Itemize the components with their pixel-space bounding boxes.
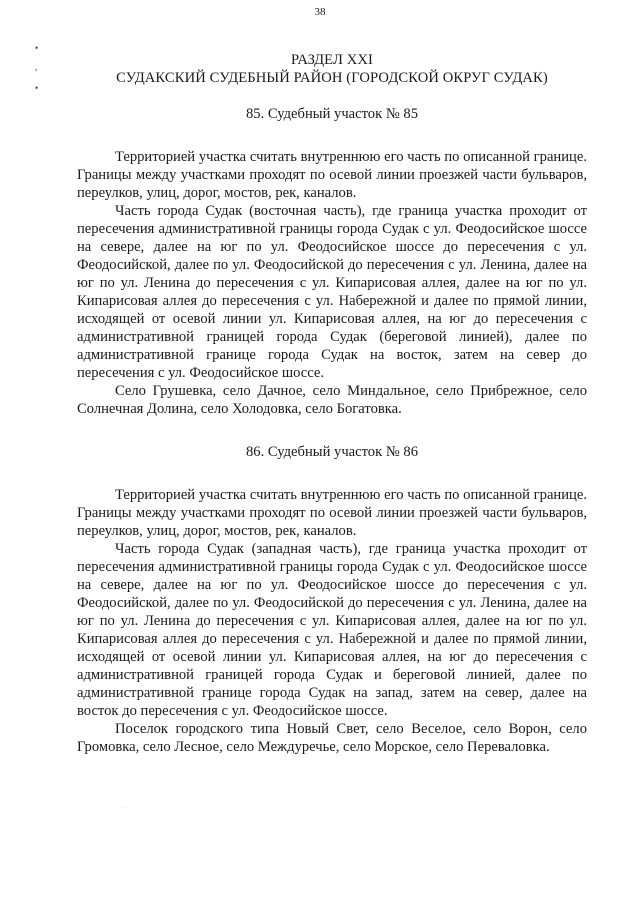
- margin-dot-mark: •: [35, 83, 39, 93]
- section-subtitle: СУДАКСКИЙ СУДЕБНЫЙ РАЙОН (ГОРОДСКОЙ ОКРУГ СУДАК): [116, 70, 548, 86]
- page-number: 38: [314, 6, 326, 18]
- plot-86-paragraph: Территорией участка считать внутреннюю его часть по описанной границе. Границы между участками проходят по осевой линии проезжей части бульваров, переулков, улиц, дорог, мостов, рек, каналов.: [77, 487, 587, 539]
- plot-85-paragraph: Территорией участка считать внутреннюю его часть по описанной границе. Границы между участками проходят по осевой линии проезжей части бульваров, переулков, улиц, дорог, мостов, рек, каналов.: [77, 149, 587, 201]
- plot-86-paragraph: Часть города Судак (западная часть), где граница участка проходит от пересечения административной границы города Судак с ул. Феодосийское шоссе на севере, далее на юг по ул. Феодосийское шоссе до пересечения с ул. Феодосийской, далее по ул. Феодосийской до пересечения с ул. Ленина, далее на юг по ул. Ленина до пересечения с ул. Кипарисовая аллея, далее на юг по ул. Кипарисовая аллея до пересечения с ул. Набережной и далее по прямой линии, исходящей от осевой линии ул. Кипарисовая аллея, на юг до пересечения с административной границей города Судак и береговой линией, далее по административной границе города Судак на запад, затем на север, далее на восток до пересечения с ул. Феодосийское шоссе.: [77, 541, 587, 719]
- scan-speck: · ·: [120, 805, 126, 811]
- document-body: [77, 51, 587, 756]
- plot-86-heading: 86. Судебный участок № 86: [245, 444, 419, 460]
- margin-tick-mark: ,: [35, 62, 38, 72]
- plot-85-paragraph: Село Грушевка, село Дачное, село Миндальное, село Прибрежное, село Солнечная Долина, село Холодовка, село Богатовка.: [77, 383, 587, 417]
- margin-dot-mark: •: [35, 43, 39, 53]
- plot-86-paragraph: Поселок городского типа Новый Свет, село Веселое, село Ворон, село Громовка, село Лесное, село Междуречье, село Морское, село Переваловка.: [77, 721, 587, 755]
- section-title: РАЗДЕЛ XXI: [290, 52, 373, 68]
- plot-85-paragraph: Часть города Судак (восточная часть), где граница участка проходит от пересечения административной границы города Судак с ул. Феодосийское шоссе на севере, далее на юг по ул. Феодосийское шоссе до пересечения с ул. Феодосийской, далее по ул. Феодосийской до пересечения с ул. Ленина, далее на юг по ул. Ленина до пересечения с ул. Кипарисовая аллея, далее на юг по ул. Кипарисовая аллея до пересечения с ул. Набережной и далее по прямой линии, исходящей от осевой линии ул. Кипарисовая аллея, на юг до пересечения с административной границей города Судак (береговой линией), далее по административной границе города Судак на восток, затем на север до пересечения с ул. Феодосийское шоссе.: [77, 203, 587, 381]
- plot-85-heading: 85. Судебный участок № 85: [245, 106, 419, 122]
